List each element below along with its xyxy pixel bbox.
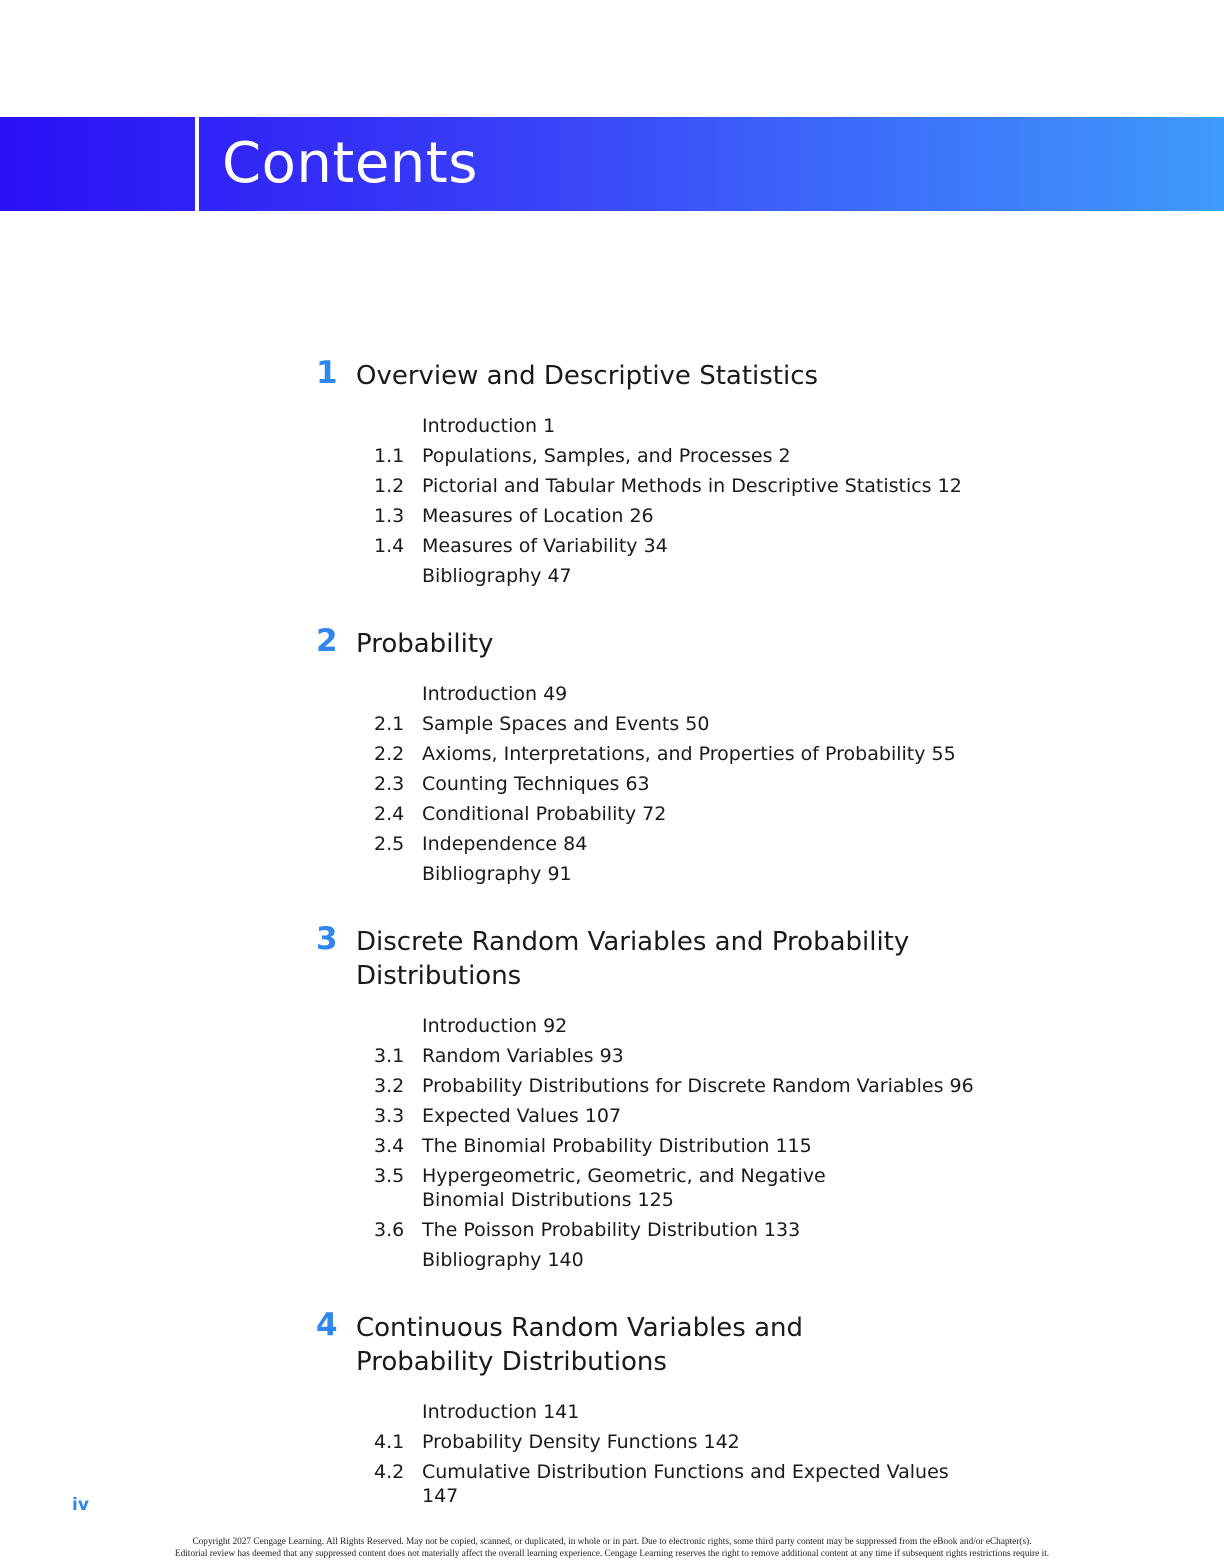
- section-title: Bibliography 47: [422, 565, 572, 587]
- copyright-line: Editorial review has deemed that any suppressed content does not materially affect the overall learning experience. Cengage Learning reserves the right to remove additional content at any time if subsequent rights restrictions require it.: [174, 1549, 1050, 1559]
- contents-banner: [0, 117, 1224, 211]
- section-title: The Poisson Probability Distribution 133: [422, 1219, 801, 1241]
- page-title: Contents: [222, 131, 478, 196]
- section-title: Measures of Variability 34: [422, 535, 668, 557]
- copyright-line: Copyright 2027 Cengage Learning. All Rights Reserved. May not be copied, scanned, or duplicated, in whole or in part. Due to electronic rights, some third party content may be suppressed from the eBook and/or eChapter(s).: [192, 1537, 1032, 1547]
- section-title: Introduction 92: [422, 1015, 568, 1037]
- copyright-notice: [0, 1536, 1224, 1560]
- section-title: Hypergeometric, Geometric, and Negative Binomial Distributions 125: [422, 1165, 826, 1211]
- chapter-number: 4: [316, 1307, 338, 1343]
- section-number: 3.1: [374, 1045, 405, 1067]
- chapter-title: Continuous Random Variables and Probability Distributions: [356, 1313, 804, 1377]
- section-title: Independence 84: [422, 833, 588, 855]
- chapter-number: 3: [316, 921, 338, 957]
- chapter-title: Overview and Descriptive Statistics: [356, 361, 819, 391]
- banner-divider: [195, 117, 199, 211]
- section-title: Bibliography 140: [422, 1249, 584, 1271]
- section-number: 4.1: [374, 1431, 405, 1453]
- section-number: 1.3: [374, 505, 405, 527]
- section-number: 3.4: [374, 1135, 405, 1157]
- chapter-title: Discrete Random Variables and Probability Distributions: [356, 927, 910, 991]
- section-number: 2.2: [374, 743, 405, 765]
- section-title: Expected Values 107: [422, 1105, 622, 1127]
- section-title: Pictorial and Tabular Methods in Descriptive Statistics 12: [422, 475, 962, 497]
- section-title: Bibliography 91: [422, 863, 572, 885]
- section-title: Probability Distributions for Discrete Random Variables 96: [422, 1075, 974, 1097]
- section-title: Sample Spaces and Events 50: [422, 713, 710, 735]
- chapter-title: Probability: [356, 629, 494, 659]
- section-number: 2.3: [374, 773, 405, 795]
- section-title: Introduction 49: [422, 683, 568, 705]
- section-number: 3.5: [374, 1165, 405, 1187]
- section-title: Random Variables 93: [422, 1045, 624, 1067]
- section-title: Conditional Probability 72: [422, 803, 667, 825]
- section-title: Counting Techniques 63: [422, 773, 650, 795]
- section-number: 4.2: [374, 1461, 405, 1483]
- chapter-number: 2: [316, 623, 338, 659]
- section-number: 2.4: [374, 803, 405, 825]
- section-number: 3.6: [374, 1219, 405, 1241]
- section-title: Probability Density Functions 142: [422, 1431, 740, 1453]
- section-title: Introduction 1: [422, 415, 556, 437]
- section-title: Populations, Samples, and Processes 2: [422, 445, 791, 467]
- section-title: Introduction 141: [422, 1401, 580, 1423]
- section-number: 2.5: [374, 833, 405, 855]
- section-title: The Binomial Probability Distribution 115: [422, 1135, 812, 1157]
- chapter-number: 1: [316, 355, 338, 391]
- section-title: Measures of Location 26: [422, 505, 654, 527]
- page-number: iv: [72, 1495, 89, 1515]
- section-number: 2.1: [374, 713, 405, 735]
- section-number: 3.2: [374, 1075, 405, 1097]
- section-number: 1.2: [374, 475, 405, 497]
- section-title: Cumulative Distribution Functions and Expected Values 147: [422, 1461, 949, 1507]
- section-title: Axioms, Interpretations, and Properties of Probability 55: [422, 743, 956, 765]
- section-number: 1.4: [374, 535, 405, 557]
- section-number: 1.1: [374, 445, 405, 467]
- section-number: 3.3: [374, 1105, 405, 1127]
